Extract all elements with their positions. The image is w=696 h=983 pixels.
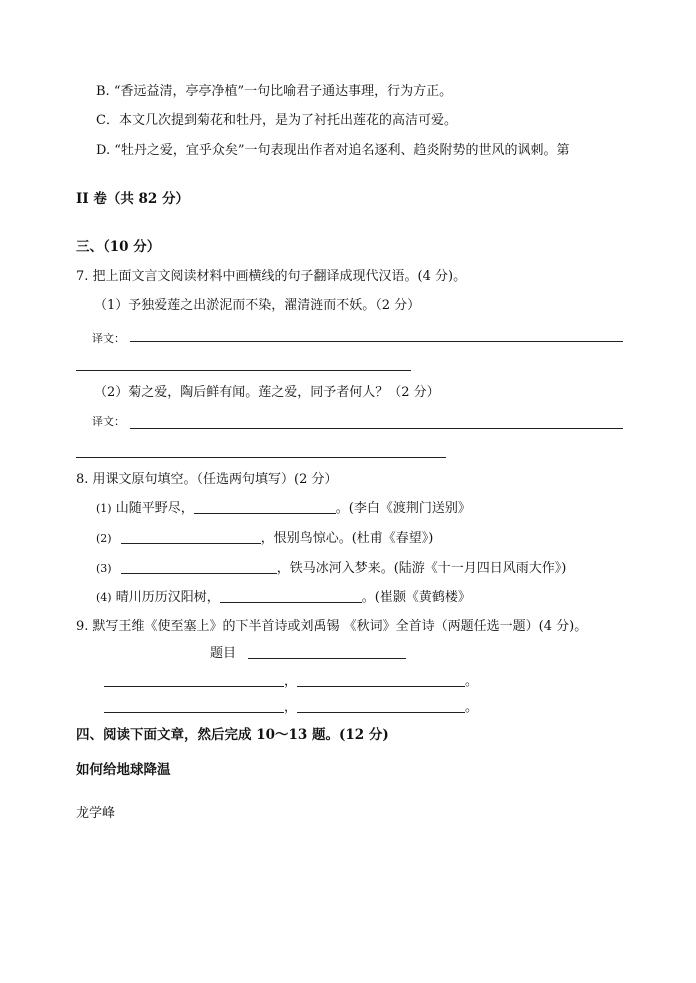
question-8-stem: 8. 用课文原句填空。（任选两句填写）(2 分） [76,472,338,487]
poem-title-row [210,646,406,662]
poem-line-1 [104,674,478,690]
section-three-heading: 三、（10 分） [76,239,161,255]
option-c: C．本文几次提到菊花和牡丹，是为了衬托出莲花的高洁可爱。 [96,113,457,128]
period: 。 [465,674,479,689]
item-text: ，铁马冰河入梦来。(陆游《十一月四日风雨大作》) [276,561,567,576]
item-text: 晴川历历汉阳树， [115,590,220,605]
answer-line[interactable] [130,341,623,342]
item-number: (2) [96,532,112,545]
fill-item-3 [96,561,566,577]
translation-label-2: 译文： [92,415,125,428]
item-number: (4) [96,591,112,604]
fill-blank[interactable] [121,561,277,574]
poem-blank[interactable] [297,700,465,713]
fill-item-1 [96,501,471,517]
poem-title-blank[interactable] [248,646,406,659]
period: 。 [465,700,479,715]
poem-blank[interactable] [104,700,284,713]
answer-line[interactable] [76,370,411,371]
poem-title-label: 题目 [210,646,237,661]
comma: ， [284,700,298,715]
option-b: B. “香远益清，亭亭净植”一句比喻君子通达事理，行为方正。 [96,84,453,99]
answer-line[interactable] [130,428,623,429]
item-text: 山随平野尽， [115,501,194,516]
option-d: D. “牡丹之爱，宜乎众矣”一句表现出作者对追名逐利、趋炎附势的世风的讽刺。第 [96,143,570,158]
fill-blank[interactable] [194,501,336,514]
item-number: (1) [96,502,112,515]
item-number: (3) [96,562,112,575]
poem-blank[interactable] [104,674,284,687]
question-7-stem: 7. 把上面文言文阅读材料中画横线的句子翻译成现代汉语。(4 分)。 [76,269,467,284]
article-title: 如何给地球降温 [76,762,171,778]
question-7-sentence-2: （2）菊之爱，陶后鲜有闻。莲之爱，同予者何人？（2 分） [94,385,440,400]
item-text: ，恨别鸟惊心。(杜甫《春望》) [260,531,434,546]
fill-blank[interactable] [121,531,261,544]
question-7-sentence-1: （1）予独爱莲之出淤泥而不染，濯清涟而不妖。（2 分） [94,298,421,313]
poem-blank[interactable] [297,674,465,687]
fill-item-2 [96,531,433,547]
question-9-stem: 9. 默写王维《使至塞上》的下半首诗或刘禹锡 《秋词》全首诗（两题任选一题）(4 分)。 [76,619,588,634]
section-four-heading: 四、阅读下面文章，然后完成 10～13 题。(12 分) [76,727,389,743]
volume-heading: II 卷（共 82 分） [76,191,190,207]
poem-line-2 [104,700,478,716]
article-author: 龙学峰 [76,806,116,821]
fill-blank[interactable] [220,590,362,603]
translation-label-1: 译文： [92,332,125,345]
item-text: 。(李白《渡荆门送别》 [335,501,471,516]
item-text: 。(崔颢《黄鹤楼》 [361,590,471,605]
comma: ， [284,674,298,689]
fill-item-4 [96,590,471,606]
answer-line[interactable] [76,457,446,458]
